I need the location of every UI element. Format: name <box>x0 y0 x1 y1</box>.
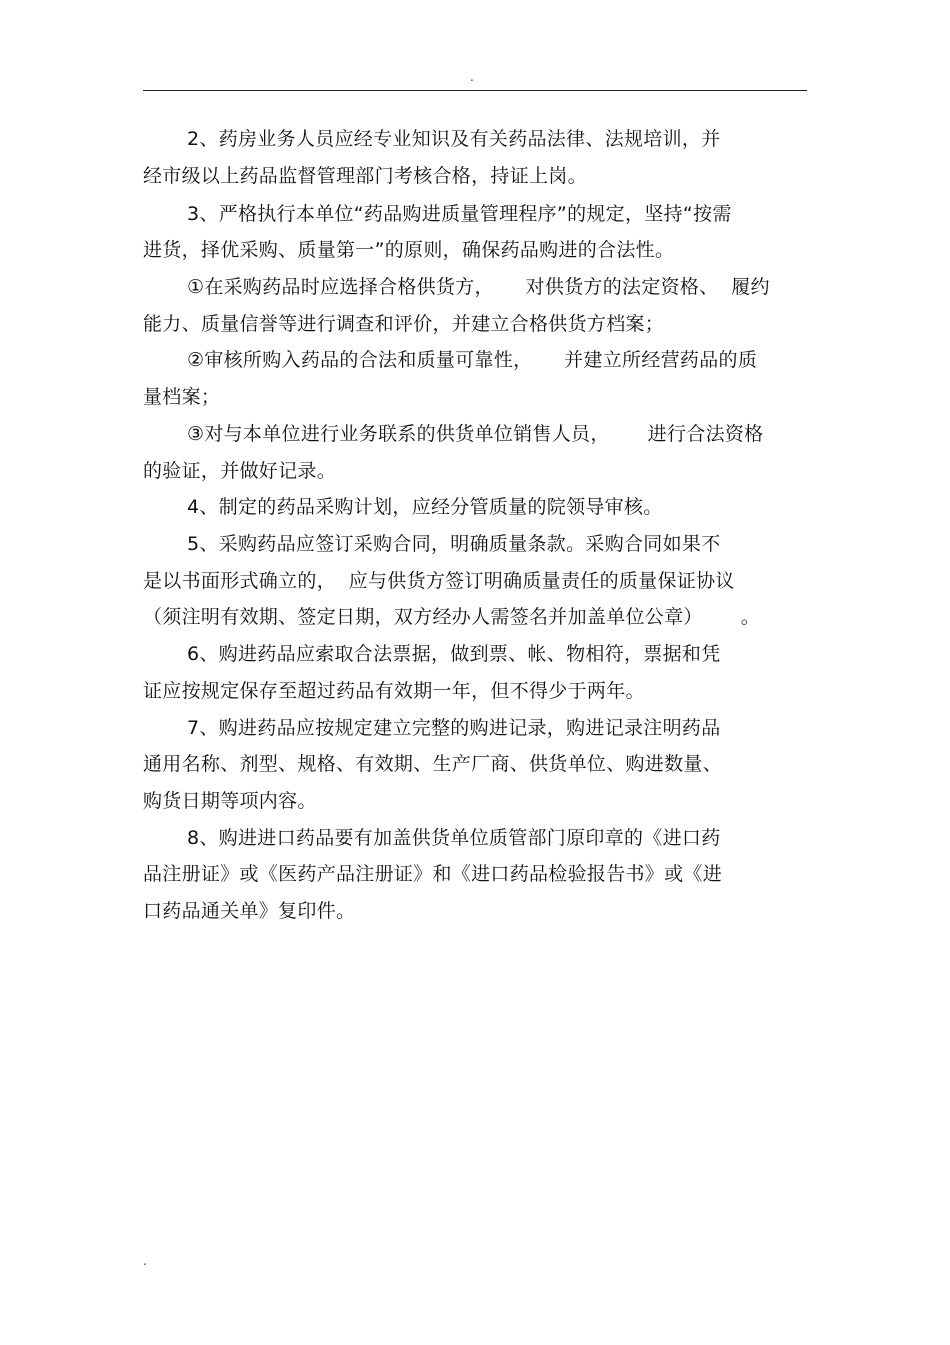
text-line: 4、制定的药品采购计划，应经分管质量的院领导审核。 <box>187 496 663 518</box>
text-line: 能力、质量信誉等进行调查和评价，并建立合格供货方档案； <box>143 313 665 335</box>
text-line: ②审核所购入药品的合法和质量可靠性， 并建立所经营药品的质 <box>187 349 758 371</box>
text-line: 进货，择优采购、质量第一”的原则，确保药品购进的合法性。 <box>143 239 675 261</box>
text-line: 证应按规定保存至超过药品有效期一年，但不得少于两年。 <box>143 680 645 702</box>
text-line: 经市级以上药品监督管理部门考核合格，持证上岗。 <box>143 165 587 187</box>
text-line: 3、严格执行本单位“药品购进质量管理程序”的规定，坚持“按需 <box>187 203 732 225</box>
text-line: 5、采购药品应签订采购合同，明确质量条款。采购合同如果不 <box>187 533 721 555</box>
text-line: （须注明有效期、签定日期，双方经办人需签名并加盖单位公章） 。 <box>143 606 761 628</box>
text-line: 品注册证》或《医药产品注册证》和《进口药品检验报告书》或《进 <box>143 863 723 885</box>
text-line: 是以书面形式确立的， 应与供货方签订明确质量责任的质量保证协议 <box>143 570 735 592</box>
text-line: 的验证，并做好记录。 <box>143 460 337 482</box>
text-line: 量档案； <box>143 386 221 408</box>
text-line: 7、购进药品应按规定建立完整的购进记录，购进记录注明药品 <box>187 717 721 739</box>
text-line: 8、购进进口药品要有加盖供货单位质管部门原印章的《进口药 <box>187 827 721 849</box>
text-line: 6、购进药品应索取合法票据，做到票、帐、物相符，票据和凭 <box>187 643 721 665</box>
text-line: ③对与本单位进行业务联系的供货单位销售人员， 进行合法资格 <box>187 423 764 445</box>
text-line: 2、药房业务人员应经专业知识及有关药品法律、法规培训，并 <box>187 128 721 150</box>
text-line: 口药品通关单》复印件。 <box>143 900 356 922</box>
header-rule <box>143 90 807 91</box>
text-line: 购货日期等项内容。 <box>143 790 317 812</box>
footer-mark: . <box>143 1254 147 1268</box>
text-line: 通用名称、剂型、规格、有效期、生产厂商、供货单位、购进数量、 <box>143 753 723 775</box>
header-mark: . <box>470 70 474 84</box>
text-line: ①在采购药品时应选择合格供货方， 对供货方的法定资格、 履约 <box>187 276 770 298</box>
